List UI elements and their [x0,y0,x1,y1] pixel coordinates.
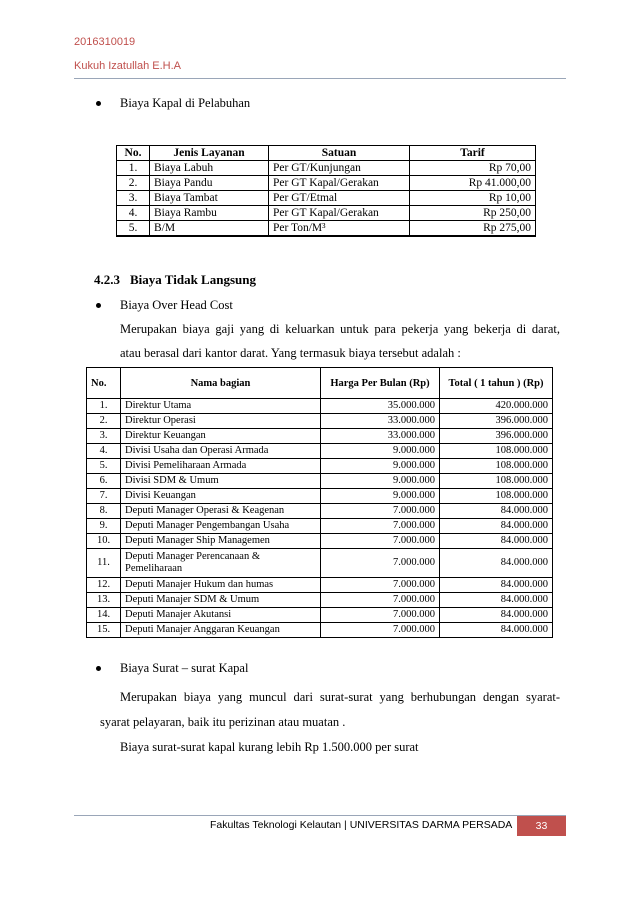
tarif-pelabuhan-table [116,145,536,237]
table-row [87,534,553,549]
cell-satuan: Per GT Kapal/Gerakan [269,206,410,221]
cell-harga: 35.000.000 [321,399,440,414]
cell-harga: 7.000.000 [321,534,440,549]
bullet-text: Biaya Surat – surat Kapal [120,661,249,675]
cell-no: 13. [87,593,121,608]
cell-no: 8. [87,504,121,519]
cell-jenis: Biaya Labuh [150,161,269,176]
col-header-no: No. [87,368,121,399]
table-row [87,444,553,459]
col-header-harga: Harga Per Bulan (Rp) [321,368,440,399]
cell-satuan: Per GT/Kunjungan [269,161,410,176]
cell-total: 84.000.000 [440,608,553,623]
paragraph-line: atau berasal dari kantor darat. Yang termasuk biaya tersebut adalah : [120,346,461,360]
table-header-row [87,368,553,399]
table-row [87,608,553,623]
cell-nama: Divisi SDM & Umum [121,474,321,489]
cell-harga: 7.000.000 [321,504,440,519]
cell-nama: Deputi Manager Pengembangan Usaha [121,519,321,534]
table-row [87,459,553,474]
cell-harga: 9.000.000 [321,444,440,459]
header-divider [74,78,566,79]
bullet-text: Biaya Kapal di Pelabuhan [120,96,251,110]
section-title: Biaya Tidak Langsung [130,272,256,287]
bullet-icon [96,101,101,106]
paragraph-line: Biaya surat-surat kapal kurang lebih Rp 1.500.000 per surat [120,740,419,754]
cell-total: 396.000.000 [440,414,553,429]
cell-nama: Deputi Manajer Akutansi [121,608,321,623]
cell-no: 10. [87,534,121,549]
bullet-icon [96,303,101,308]
table-row [117,206,536,221]
cell-total: 84.000.000 [440,534,553,549]
cell-total: 84.000.000 [440,623,553,638]
cell-no: 11. [87,549,121,578]
table-row [117,161,536,176]
cell-tarif: Rp 41.000,00 [410,176,536,191]
paragraph-line: syarat pelayaran, baik itu perizinan atau muatan . [100,715,346,729]
cell-no: 2. [117,176,150,191]
table-row [87,549,553,578]
cell-total: 84.000.000 [440,519,553,534]
cell-no: 14. [87,608,121,623]
cell-harga: 9.000.000 [321,489,440,504]
table-row [87,429,553,444]
table-row [87,623,553,638]
cell-jenis: Biaya Rambu [150,206,269,221]
header-document-id: 2016310019 [74,36,136,48]
cell-no: 5. [87,459,121,474]
bullet-icon [96,666,101,671]
cell-satuan: Per GT/Etmal [269,191,410,206]
table-row [87,474,553,489]
header-author: Kukuh Izatullah E.H.A [74,60,182,72]
cell-total: 84.000.000 [440,549,553,578]
cell-total: 108.000.000 [440,459,553,474]
cell-harga: 33.000.000 [321,429,440,444]
bullet-overhead-cost [120,298,233,313]
cell-harga: 7.000.000 [321,593,440,608]
cell-nama: Divisi Keuangan [121,489,321,504]
cell-total: 84.000.000 [440,578,553,593]
cell-nama: Deputi Manajer Anggaran Keuangan [121,623,321,638]
page-number: 33 [517,816,566,836]
cell-no: 6. [87,474,121,489]
cell-nama: Deputi Manager Ship Managemen [121,534,321,549]
table-row [87,578,553,593]
table-row [87,519,553,534]
cell-total: 84.000.000 [440,504,553,519]
cell-nama: Deputi Manager Perencanaan & Pemeliharaan [121,549,321,578]
cell-harga: 7.000.000 [321,549,440,578]
cell-harga: 9.000.000 [321,459,440,474]
bullet-surat-kapal [120,661,248,676]
cell-nama: Deputi Manajer SDM & Umum [121,593,321,608]
table-row [87,489,553,504]
cell-nama: Direktur Keuangan [121,429,321,444]
cell-no: 12. [87,578,121,593]
cell-tarif: Rp 10,00 [410,191,536,206]
cell-nama: Divisi Usaha dan Operasi Armada [121,444,321,459]
section-heading [94,272,256,288]
cell-tarif: Rp 70,00 [410,161,536,176]
cell-total: 396.000.000 [440,429,553,444]
col-header-no: No. [117,146,150,161]
table-header-row [117,146,536,161]
cell-no: 1. [87,399,121,414]
cell-no: 1. [117,161,150,176]
cell-nama: Deputi Manager Operasi & Keagenan [121,504,321,519]
cell-no: 15. [87,623,121,638]
cell-harga: 7.000.000 [321,623,440,638]
cell-satuan: Per GT Kapal/Gerakan [269,176,410,191]
cell-jenis: B/M [150,221,269,237]
cell-nama: Direktur Operasi [121,414,321,429]
cell-nama: Divisi Pemeliharaan Armada [121,459,321,474]
table-row [87,504,553,519]
cell-no: 3. [87,429,121,444]
cell-jenis: Biaya Pandu [150,176,269,191]
bullet-biaya-kapal [120,96,250,111]
cell-no: 4. [87,444,121,459]
cell-total: 108.000.000 [440,474,553,489]
bullet-text: Biaya Over Head Cost [120,298,233,312]
cell-total: 108.000.000 [440,489,553,504]
col-header-satuan: Satuan [269,146,410,161]
cell-harga: 7.000.000 [321,578,440,593]
cell-harga: 7.000.000 [321,608,440,623]
section-number: 4.2.3 [94,272,120,287]
footer-text: Fakultas Teknologi Kelautan | UNIVERSITAS DARMA PERSADA [210,819,513,831]
cell-tarif: Rp 250,00 [410,206,536,221]
paragraph-line: Merupakan biaya gaji yang di keluarkan untuk para pekerja yang bekerja di darat, [120,322,560,336]
col-header-tarif: Tarif [410,146,536,161]
cell-tarif: Rp 275,00 [410,221,536,237]
table-row [117,176,536,191]
table-row [87,399,553,414]
cell-harga: 33.000.000 [321,414,440,429]
table-row [87,414,553,429]
cell-satuan: Per Ton/M³ [269,221,410,237]
cell-no: 7. [87,489,121,504]
cell-total: 108.000.000 [440,444,553,459]
overhead-cost-table [86,367,553,638]
cell-nama: Direktur Utama [121,399,321,414]
cell-total: 420.000.000 [440,399,553,414]
paragraph-line: Merupakan biaya yang muncul dari surat-surat yang berhubungan dengan syarat- [120,690,560,704]
cell-no: 5. [117,221,150,237]
col-header-total: Total ( 1 tahun ) (Rp) [440,368,553,399]
col-header-nama: Nama bagian [121,368,321,399]
cell-total: 84.000.000 [440,593,553,608]
table-row [117,221,536,237]
cell-no: 2. [87,414,121,429]
cell-harga: 7.000.000 [321,519,440,534]
cell-harga: 9.000.000 [321,474,440,489]
cell-no: 4. [117,206,150,221]
cell-no: 9. [87,519,121,534]
table-row [87,593,553,608]
cell-jenis: Biaya Tambat [150,191,269,206]
col-header-jenis: Jenis Layanan [150,146,269,161]
cell-no: 3. [117,191,150,206]
footer-divider [74,815,566,816]
table-row [117,191,536,206]
cell-nama: Deputi Manajer Hukum dan humas [121,578,321,593]
